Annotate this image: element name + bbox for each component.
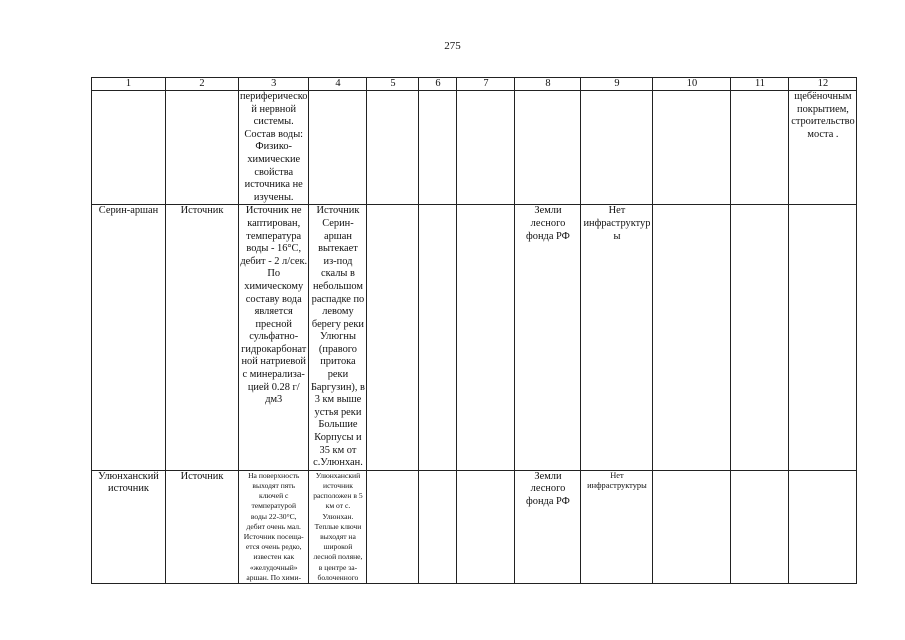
table-cell [731,205,789,470]
object-name: Серин-аршан [98,205,159,217]
table-cell [309,470,367,583]
table-cell [581,470,653,583]
object-name: Улюнханский источник [98,470,159,495]
table-cell [653,470,731,583]
column-header: 12 [789,78,857,91]
table-cell [239,470,309,583]
infrastructure-text: Нет инфраструктур ы [583,205,651,242]
column-header: 2 [166,78,239,91]
column-header: 11 [731,78,789,91]
table-cell [789,91,857,205]
table-cell [309,91,367,205]
table-cell [731,91,789,205]
table-cell [419,91,457,205]
table-cell [653,91,731,205]
infrastructure-text: Нет инфраструктуры [587,470,647,491]
table-cell [789,205,857,470]
column-header: 9 [581,78,653,91]
table-cell [419,205,457,470]
table-cell [731,470,789,583]
location-text: Источник Серин- аршан вытекает из-под скалы в небольшом распадке по левому берегу реки Улюгны (правого притока реки Баргузин), в 3 км выше устья реки Большие Корпусы и 35 км от с.Улюнхан. [310,205,365,469]
table-cell [515,205,581,470]
register-table [91,77,857,584]
table-cell [239,205,309,470]
table-cell [457,205,515,470]
column-header: 6 [419,78,457,91]
measures-text: щебёночным покрытием, строительство моста . [791,91,855,140]
page-number: 275 [444,40,461,52]
column-header: 5 [367,78,419,91]
table-cell [367,91,419,205]
table-cell [166,470,239,583]
table-cell [581,91,653,205]
table-cell [309,205,367,470]
table-row [92,205,857,470]
column-header: 3 [239,78,309,91]
table-cell [166,91,239,205]
table-cell [457,470,515,583]
table-cell [653,205,731,470]
column-header: 1 [92,78,166,91]
column-header: 4 [309,78,367,91]
column-header: 8 [515,78,581,91]
table-cell [419,470,457,583]
table-cell [367,205,419,470]
table-cell [92,91,166,205]
table-cell [515,91,581,205]
land-category: Земли лесного фонда РФ [526,470,570,507]
description-text: периферическо й нервной системы. Состав воды: Физико- химические свойства источника не изучены. [240,91,308,203]
object-type: Источник [180,470,224,482]
column-header: 7 [457,78,515,91]
description-text: Источник не каптирован, температура воды - 16°С, дебит - 2 л/сек. По химическому составу вода является пресной сульфатно- гидрокарбонат ной натриевой с минерализа- цией 0.28 г/дм3 [240,205,308,406]
table-row [92,91,857,205]
table-cell [367,470,419,583]
table-row [92,470,857,583]
land-category: Земли лесного фонда РФ [526,205,570,242]
table-cell [457,91,515,205]
object-type: Источник [180,205,224,217]
table-cell [166,205,239,470]
table-cell [515,470,581,583]
table-cell [92,470,166,583]
table-cell [581,205,653,470]
column-number-row [92,78,857,91]
table-cell [92,205,166,470]
table-cell [239,91,309,205]
location-text: Улюнханский источник расположен в 5 км от с. Улюнхан. Теплые ключи выходят на широкой лесной поляне, в центре за- болоченного [313,470,363,582]
table-cell [789,470,857,583]
description-text: На поверхность выходят пять ключей с температурой воды 22-30°С, дебит очень мал. Источник посеща- ется очень редко, известен как «желудочный» аршан. По хими- [243,470,304,582]
column-header: 10 [653,78,731,91]
